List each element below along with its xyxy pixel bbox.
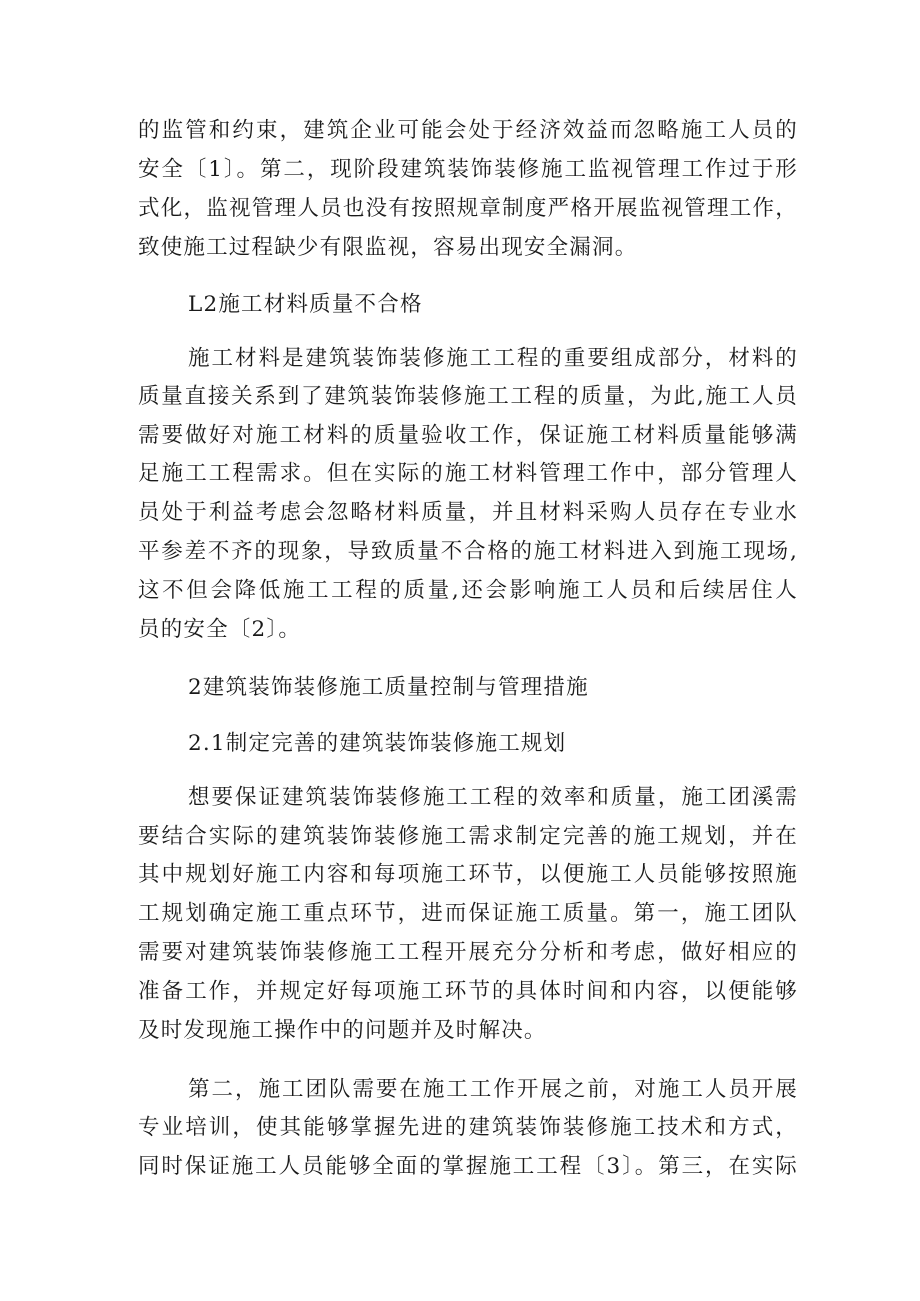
text-line: 致使施工过程缺少有限监视，容易出现安全漏洞。 <box>138 235 638 260</box>
text-line: 质量直接关系到了建筑装饰装修施工工程的质量，为此,施工人员 <box>138 384 798 409</box>
text-line: 专业培训，使其能够掌握先进的建筑装饰装修施工技术和方式， <box>138 1115 798 1140</box>
text-line: 需要对建筑装饰装修施工工程开展充分分析和考虑，做好相应的 <box>138 940 798 965</box>
text-line: 足施工工程需求。但在实际的施工材料管理工作中，部分管理人 <box>138 461 798 486</box>
subsection-heading: 2.1制定完善的建筑装饰装修施工规划 <box>188 731 567 756</box>
text-line: 准备工作，并规定好每项施工环节的具体时间和内容，以便能够 <box>138 979 798 1004</box>
text-line: 安全〔1〕。第二，现阶段建筑装饰装修施工监视管理工作过于形 <box>138 157 798 182</box>
text-line: 式化，监视管理人员也没有按照规章制度严格开展监视管理工作， <box>138 196 798 221</box>
text-line: 第二，施工团队需要在施工工作开展之前，对施工人员开展 <box>188 1077 798 1102</box>
text-line: 这不但会降低施工工程的质量,还会影响施工人员和后续居住人 <box>138 578 798 603</box>
text-line: 想要保证建筑装饰装修施工工程的效率和质量，施工团溪需 <box>188 785 798 810</box>
text-line: 的监管和约束，建筑企业可能会处于经济效益而忽略施工人员的 <box>138 118 798 143</box>
text-line: 及时发现施工操作中的问题并及时解决。 <box>138 1018 547 1043</box>
text-line: 工规划确定施工重点环节，进而保证施工质量。第一，施工团队 <box>138 901 798 926</box>
text-line: 员处于利益考虑会忽略材料质量，并且材料采购人员存在专业水 <box>138 500 798 525</box>
text-line: 平参差不齐的现象，导致质量不合格的施工材料进入到施工现场, <box>138 539 798 564</box>
text-line: 员的安全〔2〕。 <box>138 617 302 642</box>
text-line: 同时保证施工人员能够全面的掌握施工工程〔3〕。第三，在实际 <box>138 1154 798 1179</box>
section-heading: L2施工材料质量不合格 <box>188 292 423 317</box>
text-line: 要结合实际的建筑装饰装修施工需求制定完善的施工规划，并在 <box>138 824 798 849</box>
section-heading: 2建筑装饰装修施工质量控制与管理措施 <box>188 675 589 700</box>
text-line: 需要做好对施工材料的质量验收工作，保证施工材料质量能够满 <box>138 423 798 448</box>
text-line: 其中规划好施工内容和每项施工环节，以便施工人员能够按照施 <box>138 862 798 887</box>
text-line: 施工材料是建筑装饰装修施工工程的重要组成部分，材料的 <box>188 346 798 371</box>
